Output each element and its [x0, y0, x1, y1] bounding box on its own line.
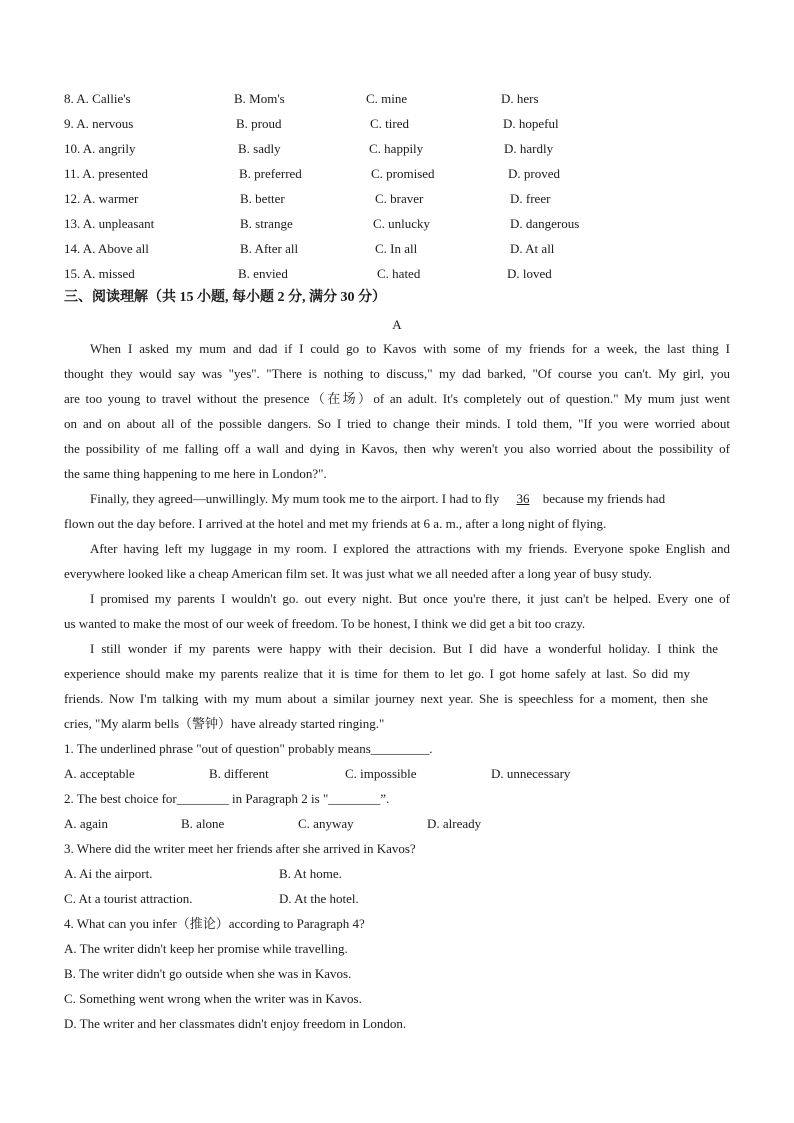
- question-2: 2. The best choice for________ in Paragraph 2 is "________”.: [64, 791, 390, 806]
- option-b: B. strange: [240, 216, 293, 231]
- option-d: D. already: [427, 816, 482, 831]
- passage-line: After having left my luggage in my room. I explored the attractions with my friends. Everyone spoke English and: [90, 541, 730, 556]
- passage-line: are too young to travel without the presence（在场）of an adult. It's completely out of question." My mum just went: [64, 391, 730, 406]
- option-c: C. At a tourist attraction.: [64, 891, 193, 906]
- passage-line: cries, "My alarm bells（警钟）have already started ringing.": [64, 716, 385, 731]
- passage-line: everywhere looked like a cheap American film set. It was just what we all needed after a long year of busy study.: [64, 566, 652, 581]
- passage-line: I still wonder if my parents were happy with their decision. But I did have a wonderful holiday. I think the: [90, 641, 718, 656]
- option-c: C. hated: [377, 266, 421, 281]
- option-d: D. freer: [510, 191, 551, 206]
- option-a: 11. A. presented: [64, 166, 148, 181]
- passage-text: Finally, they agreed—unwillingly. My mum took me to the airport. I had to fly: [90, 491, 500, 506]
- passage-line: experience should make my parents realize that it is time for them to let go. I got home safely at last. So did my: [64, 666, 690, 681]
- option-d: D. hopeful: [503, 116, 559, 131]
- option-b: B. different: [209, 766, 269, 781]
- option-a: 8. A. Callie's: [64, 91, 131, 106]
- section-title: 三、阅读理解（共 15 小题, 每小题 2 分, 满分 30 分）: [64, 290, 386, 305]
- option-a: A. Ai the airport.: [64, 866, 153, 881]
- option-a: 12. A. warmer: [64, 191, 139, 206]
- option-a: 9. A. nervous: [64, 116, 134, 131]
- passage-line: thought they would say was "yes". "There is nothing to discuss," my dad barked, "Of course you can't. My girl, you: [64, 366, 730, 381]
- option-c: C. anyway: [298, 816, 354, 831]
- option-c: C. unlucky: [373, 216, 431, 231]
- option-a: 10. A. angrily: [64, 141, 136, 156]
- option-b: B. envied: [238, 266, 288, 281]
- passage-line: friends. Now I'm talking with my mum about a similar journey next year. She is speechless for a moment, then she: [64, 691, 708, 706]
- option-d: D. dangerous: [510, 216, 580, 231]
- option-c: C. impossible: [345, 766, 417, 781]
- question-4: 4. What can you infer（推论）according to Paragraph 4?: [64, 916, 365, 931]
- option-c: C. In all: [375, 241, 418, 256]
- option-c: C. happily: [369, 141, 424, 156]
- passage-line: us wanted to make the most of our week of freedom. To be honest, I think we did get a bit too crazy.: [64, 616, 586, 631]
- option-d: D. loved: [507, 266, 552, 281]
- option-c: C. mine: [366, 91, 408, 106]
- passage-line: on and on about all of the possible dangers. So I tried to change their minds. I told them, "If you were worried about: [64, 416, 730, 431]
- passage-line: the same thing happening to me here in London?".: [64, 466, 327, 481]
- option-b: B. preferred: [239, 166, 302, 181]
- option-b: B. sadly: [238, 141, 281, 156]
- option-b: B. The writer didn't go outside when she was in Kavos.: [64, 966, 352, 981]
- option-c: C. Something went wrong when the writer was in Kavos.: [64, 991, 362, 1006]
- option-d: D. hers: [501, 91, 539, 106]
- option-b: B. proud: [236, 116, 282, 131]
- option-b: B. At home.: [279, 866, 342, 881]
- option-a: 15. A. missed: [64, 266, 135, 281]
- passage-line: the possibility of me falling off a wall and dying in Kavos, then why weren't you also worried about the possibility of: [64, 441, 730, 456]
- blank-36: 36: [516, 491, 530, 506]
- option-a: A. acceptable: [64, 766, 135, 781]
- option-a: A. The writer didn't keep her promise while travelling.: [64, 941, 348, 956]
- option-b: B. better: [240, 191, 285, 206]
- passage-line: flown out the day before. I arrived at the hotel and met my friends at 6 a. m., after a long night of flying.: [64, 516, 607, 531]
- option-d: D. The writer and her classmates didn't enjoy freedom in London.: [64, 1016, 407, 1031]
- option-c: C. braver: [375, 191, 424, 206]
- option-a: 14. A. Above all: [64, 241, 149, 256]
- question-3: 3. Where did the writer meet her friends after she arrived in Kavos?: [64, 841, 416, 856]
- option-b: B. alone: [181, 816, 225, 831]
- passage-line: I promised my parents I wouldn't go. out every night. But once you're there, it just can't be helped. Every one of: [90, 591, 730, 606]
- option-d: D. hardly: [504, 141, 554, 156]
- option-d: D. proved: [508, 166, 560, 181]
- option-a: 13. A. unpleasant: [64, 216, 155, 231]
- passage-line: [90, 490, 730, 508]
- question-1: 1. The underlined phrase "out of question" probably means_________.: [64, 741, 433, 756]
- passage-letter: A: [392, 317, 402, 332]
- option-c: C. tired: [370, 116, 409, 131]
- passage-text: because my friends had: [542, 491, 666, 506]
- option-b: B. Mom's: [234, 91, 285, 106]
- option-a: A. again: [64, 816, 109, 831]
- option-b: B. After all: [240, 241, 299, 256]
- option-d: D. unnecessary: [491, 766, 571, 781]
- passage-line: When I asked my mum and dad if I could go to Kavos with some of my friends for a week, the last thing I: [90, 341, 730, 356]
- option-d: D. At all: [510, 241, 555, 256]
- option-d: D. At the hotel.: [279, 891, 359, 906]
- option-c: C. promised: [371, 166, 435, 181]
